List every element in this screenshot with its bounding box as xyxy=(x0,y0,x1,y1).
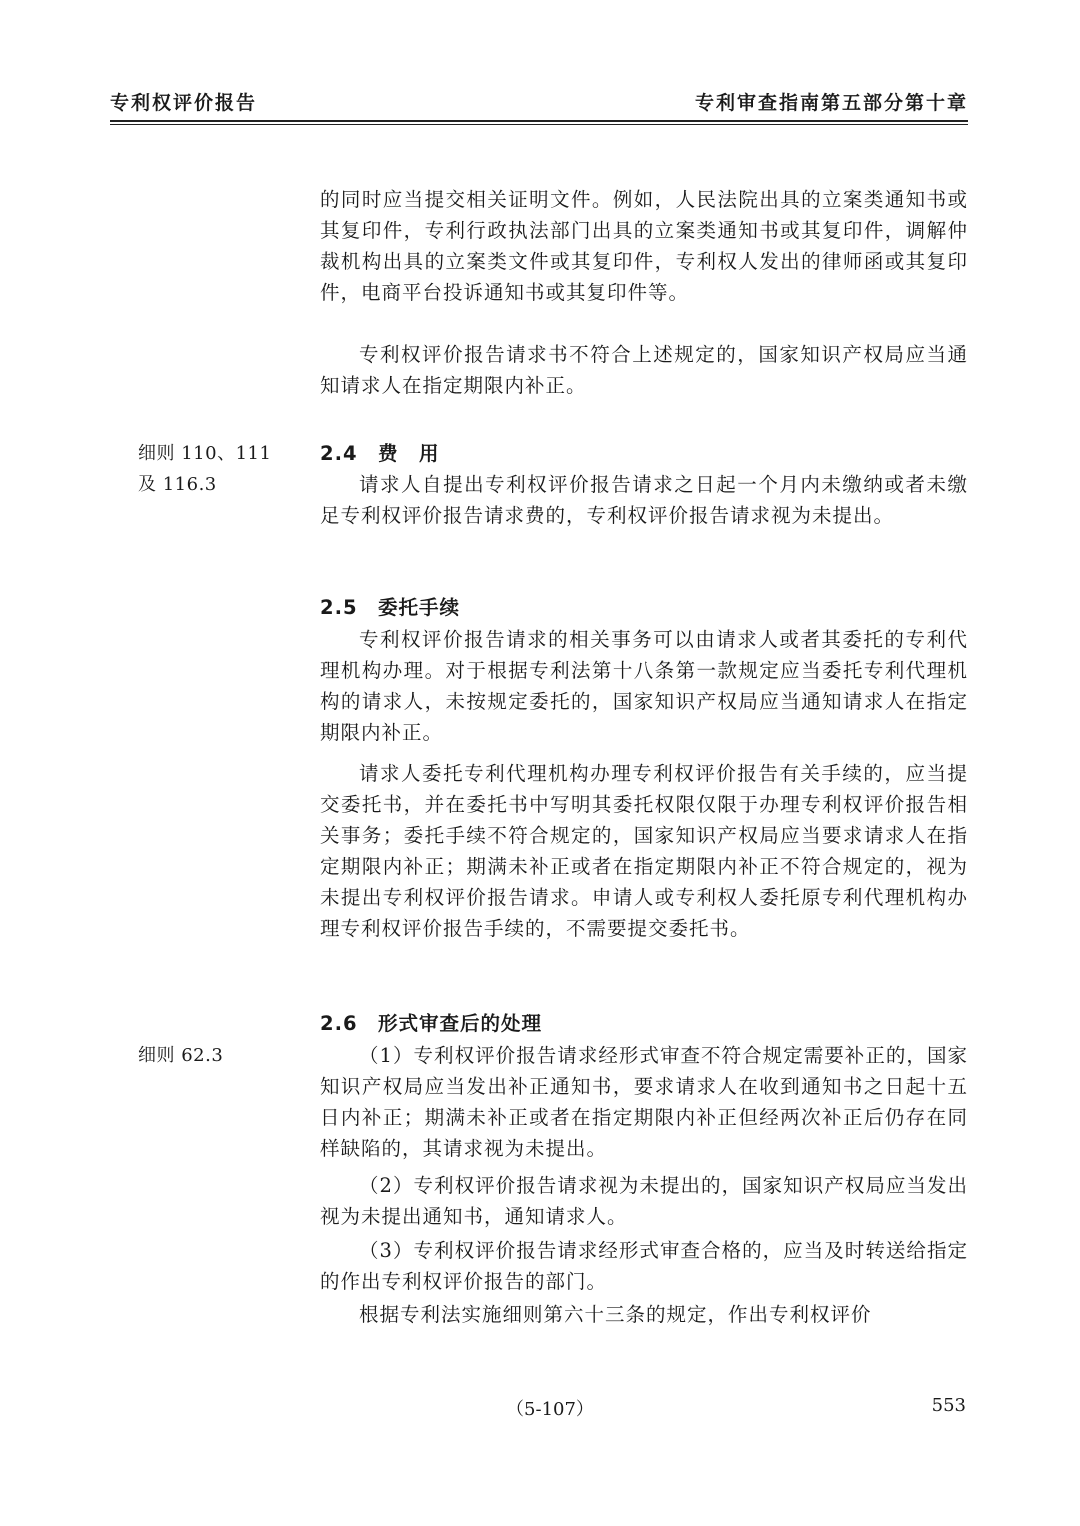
section-title: 费 用 xyxy=(378,442,440,465)
footer-section-page: （5-107） xyxy=(506,1399,594,1420)
section-2-6-paragraph-4: 根据专利法实施细则第六十三条的规定，作出专利权评价 xyxy=(359,1303,872,1326)
section-number: 2.6 xyxy=(320,1012,358,1035)
section-title: 委托手续 xyxy=(378,596,461,619)
intro-paragraph-2: 专利权评价报告请求书不符合上述规定的，国家知识产权局应当通知请求人在指定期限内补正。 xyxy=(320,343,968,397)
section-2-6-paragraph-3: （3）专利权评价报告请求经形式审查合格的，应当及时转送给指定的作出专利权评价报告的部门。 xyxy=(320,1239,968,1293)
section-heading-2-6 xyxy=(320,1008,968,1039)
section-number: 2.5 xyxy=(320,596,358,619)
section-2-6-paragraph-2: （2）专利权评价报告请求视为未提出的，国家知识产权局应当发出视为未提出通知书，通知请求人。 xyxy=(320,1174,968,1228)
running-header xyxy=(110,84,968,118)
section-title: 形式审查后的处理 xyxy=(378,1012,543,1035)
header-left-title: 专利权评价报告 xyxy=(110,91,258,114)
margin-note-2-4 xyxy=(138,438,306,500)
section-heading-2-4 xyxy=(320,438,968,469)
section-heading-2-5 xyxy=(320,592,968,623)
section-2-5-paragraph-1: 专利权评价报告请求的相关事务可以由请求人或者其委托的专利代理机构办理。对于根据专利法第十八条第一款规定应当委托专利代理机构的请求人，未按规定委托的，国家知识产权局应当通知请求人在指定期限内补正。 xyxy=(320,628,968,744)
section-2-5-paragraph-2: 请求人委托专利代理机构办理专利权评价报告有关手续的，应当提交委托书，并在委托书中写明其委托权限仅限于办理专利权评价报告相关事务；委托手续不符合规定的，国家知识产权局应当要求请求人在指定期限内补正；期满未补正或者在指定期限内补正不符合规定的，视为未提出专利权评价报告请求。申请人或专利权人委托原专利代理机构办理专利权评价报告手续的，不需要提交委托书。 xyxy=(320,762,968,940)
margin-note-line: 及 116.3 xyxy=(138,474,217,495)
section-number: 2.4 xyxy=(320,442,358,465)
margin-note-2-6: 细则 62.3 xyxy=(138,1045,224,1066)
section-2-6-paragraph-1: （1）专利权评价报告请求经形式审查不符合规定需要补正的，国家知识产权局应当发出补正通知书，要求请求人在收到通知书之日起十五日内补正；期满未补正或者在指定期限内补正但经两次补正后仍存在同样缺陷的，其请求视为未提出。 xyxy=(320,1044,968,1160)
header-rule xyxy=(110,120,968,122)
header-rule-thin xyxy=(110,124,968,125)
footer-page-number: 553 xyxy=(931,1395,966,1416)
intro-paragraph-1: 的同时应当提交相关证明文件。例如，人民法院出具的立案类通知书或其复印件，专利行政执法部门出具的立案类通知书或其复印件，调解仲裁机构出具的立案类文件或其复印件，专利权人发出的律师函或其复印件，电商平台投诉通知书或其复印件等。 xyxy=(320,188,968,304)
header-right-title: 专利审查指南第五部分第十章 xyxy=(694,91,968,114)
margin-note-line: 细则 110、111 xyxy=(138,443,272,464)
section-2-4-paragraph-1: 请求人自提出专利权评价报告请求之日起一个月内未缴纳或者未缴足专利权评价报告请求费的，专利权评价报告请求视为未提出。 xyxy=(320,473,968,527)
